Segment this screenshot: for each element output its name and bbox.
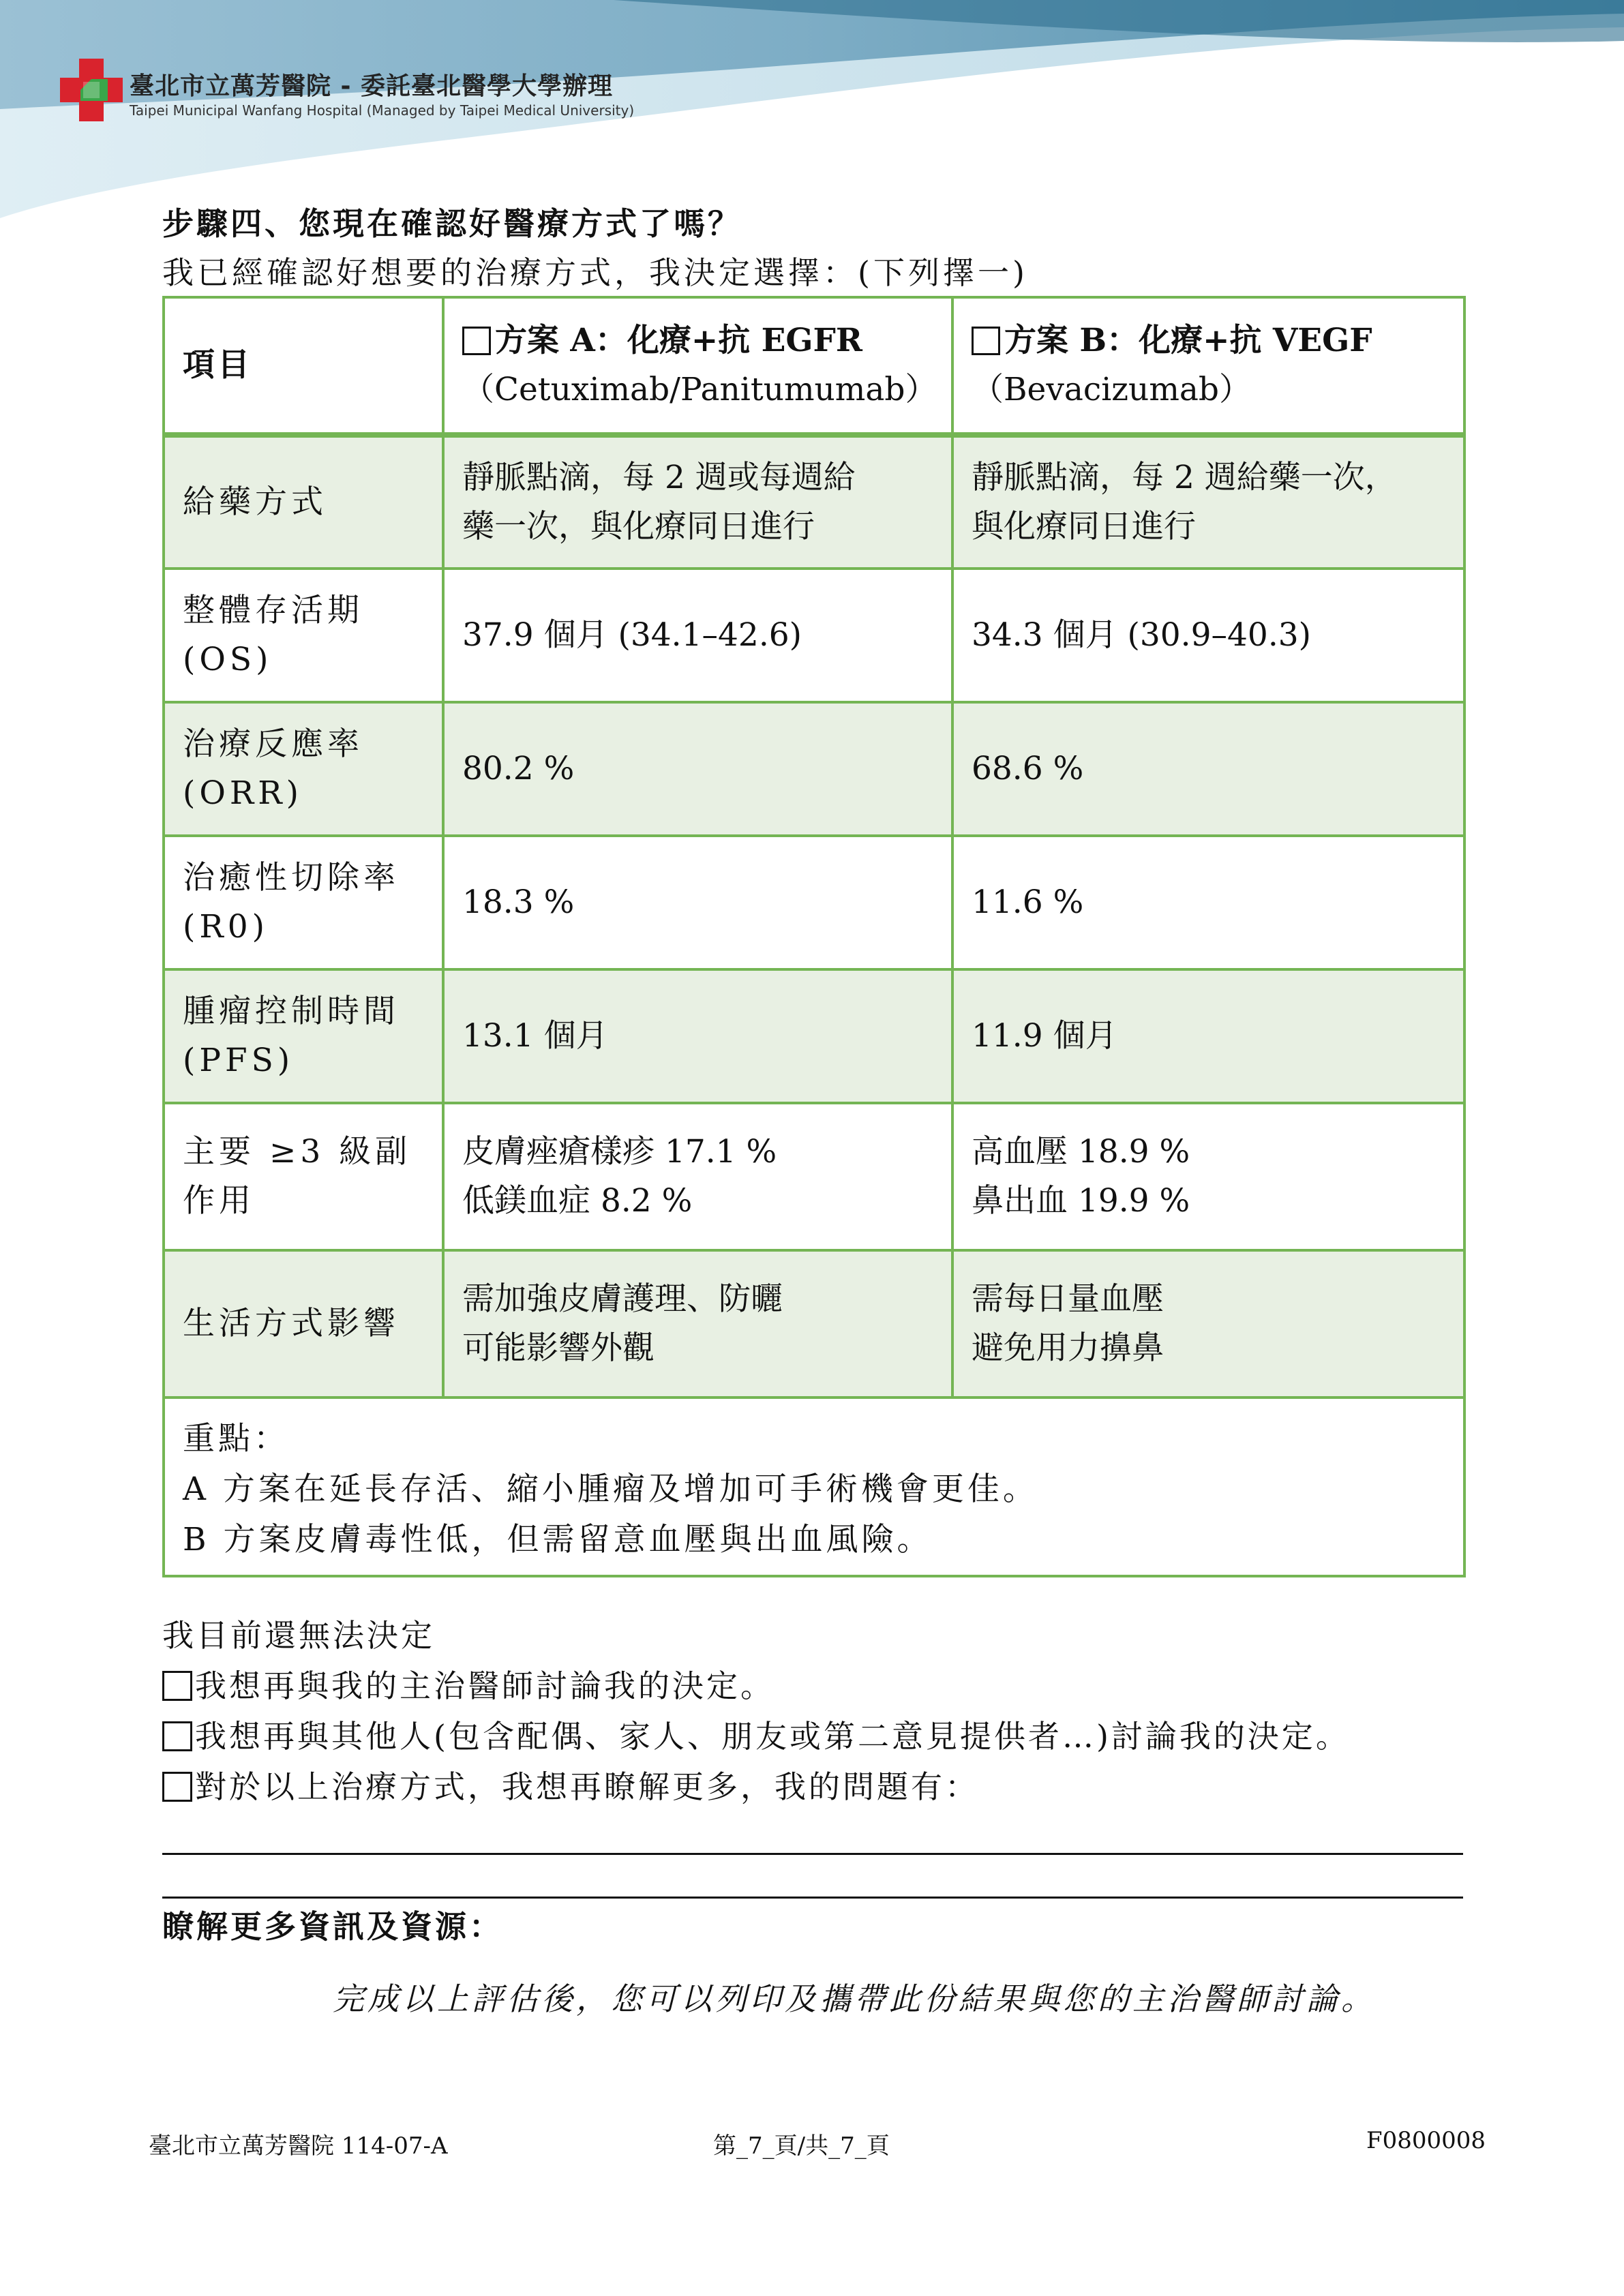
row-option-b: 11.6 % xyxy=(952,836,1464,969)
question-line-1[interactable] xyxy=(162,1853,1463,1855)
hospital-name: 臺北市立萬芳醫院 - 委託臺北醫學大學辦理 xyxy=(130,72,614,100)
comparison-table xyxy=(162,296,1466,1577)
option-a-title: 方案 A：化療+抗 EGFR xyxy=(495,322,862,359)
undecided-option-label: 對於以上治療方式，我想再瞭解更多，我的問題有： xyxy=(195,1768,979,1805)
header-option-a xyxy=(443,297,952,435)
table-row xyxy=(164,435,1464,569)
row-option-a: 靜脈點滴，每 2 週或每週給 藥一次，與化療同日進行 xyxy=(443,435,952,569)
row-label: 主要 ≥3 級副 作用 xyxy=(164,1103,443,1250)
note-line-a: A 方案在延長存活、縮小腫瘤及增加可手術機會更佳。 xyxy=(183,1470,1038,1508)
hospital-logo xyxy=(60,59,123,121)
undecided-section xyxy=(162,1610,1350,1812)
row-option-b: 靜脈點滴，每 2 週給藥一次， 與化療同日進行 xyxy=(952,435,1464,569)
row-option-b: 34.3 個月 (30.9–40.3) xyxy=(952,569,1464,702)
option-b-title: 方案 B：化療+抗 VEGF xyxy=(1004,322,1372,359)
row-option-b: 需每日量血壓 避免用力擤鼻 xyxy=(952,1250,1464,1398)
note-line-b: B 方案皮膚毒性低，但需留意血壓與出血風險。 xyxy=(183,1521,933,1558)
note-title: 重點： xyxy=(183,1420,289,1457)
discuss-others-checkbox[interactable] xyxy=(162,1721,192,1751)
closing-statement: 完成以上評估後，您可以列印及攜帶此份結果與您的主治醫師討論。 xyxy=(333,1980,1376,2017)
option-b-drugs: （Bevacizumab） xyxy=(972,371,1251,408)
hospital-name-en: Taipei Municipal Wanfang Hospital (Managed by Taipei Medical University) xyxy=(130,102,635,119)
row-option-a: 80.2 % xyxy=(443,702,952,836)
discuss-doctor-checkbox[interactable] xyxy=(162,1671,192,1701)
table-row xyxy=(164,969,1464,1103)
row-option-b: 高血壓 18.9 % 鼻出血 19.9 % xyxy=(952,1103,1464,1250)
question-line-2[interactable] xyxy=(162,1897,1463,1899)
option-a-drugs: （Cetuximab/Panitumumab） xyxy=(462,371,937,408)
table-row xyxy=(164,1103,1464,1250)
step-subtitle: 我已經確認好想要的治療方式，我決定選擇：(下列擇一) xyxy=(162,254,1028,291)
table-row xyxy=(164,836,1464,969)
row-label: 治療反應率 (ORR) xyxy=(164,702,443,836)
footer-form-code: 臺北市立萬芳醫院 114-07-A xyxy=(149,2132,448,2160)
row-label: 治癒性切除率 (R0) xyxy=(164,836,443,969)
footer-page-number: 第_7_頁/共_7_頁 xyxy=(713,2132,890,2160)
table-row xyxy=(164,1250,1464,1398)
table-note-row xyxy=(164,1398,1464,1576)
more-info-title: 瞭解更多資訊及資源： xyxy=(162,1908,503,1945)
row-option-a: 37.9 個月 (34.1–42.6) xyxy=(443,569,952,702)
header-option-b xyxy=(952,297,1464,435)
step-title: 步驟四、您現在確認好醫療方式了嗎？ xyxy=(162,205,742,242)
row-label: 生活方式影響 xyxy=(164,1250,443,1398)
undecided-option xyxy=(162,1762,1350,1812)
undecided-title: 我目前還無法決定 xyxy=(162,1617,435,1654)
row-label: 腫瘤控制時間 (PFS) xyxy=(164,969,443,1103)
footer-doc-id: F0800008 xyxy=(1366,2127,1486,2154)
row-option-b: 68.6 % xyxy=(952,702,1464,836)
row-option-a: 13.1 個月 xyxy=(443,969,952,1103)
key-points-note xyxy=(164,1398,1464,1576)
table-header-row xyxy=(164,297,1464,435)
table-row xyxy=(164,569,1464,702)
undecided-option-label: 我想再與我的主治醫師討論我的決定。 xyxy=(195,1667,775,1704)
option-a-checkbox[interactable] xyxy=(462,327,491,355)
row-option-a: 需加強皮膚護理、防曬 可能影響外觀 xyxy=(443,1250,952,1398)
header-item: 項目 xyxy=(164,297,443,435)
row-option-b: 11.9 個月 xyxy=(952,969,1464,1103)
undecided-option xyxy=(162,1661,1350,1711)
row-label: 給藥方式 xyxy=(164,435,443,569)
row-option-a: 皮膚痤瘡樣疹 17.1 % 低鎂血症 8.2 % xyxy=(443,1103,952,1250)
row-option-a: 18.3 % xyxy=(443,836,952,969)
undecided-option-label: 我想再與其他人(包含配偶、家人、朋友或第二意見提供者…)討論我的決定。 xyxy=(195,1718,1350,1755)
option-b-checkbox[interactable] xyxy=(972,327,1000,355)
undecided-option xyxy=(162,1711,1350,1762)
table-row xyxy=(164,702,1464,836)
row-label: 整體存活期 (OS) xyxy=(164,569,443,702)
more-questions-checkbox[interactable] xyxy=(162,1772,192,1802)
